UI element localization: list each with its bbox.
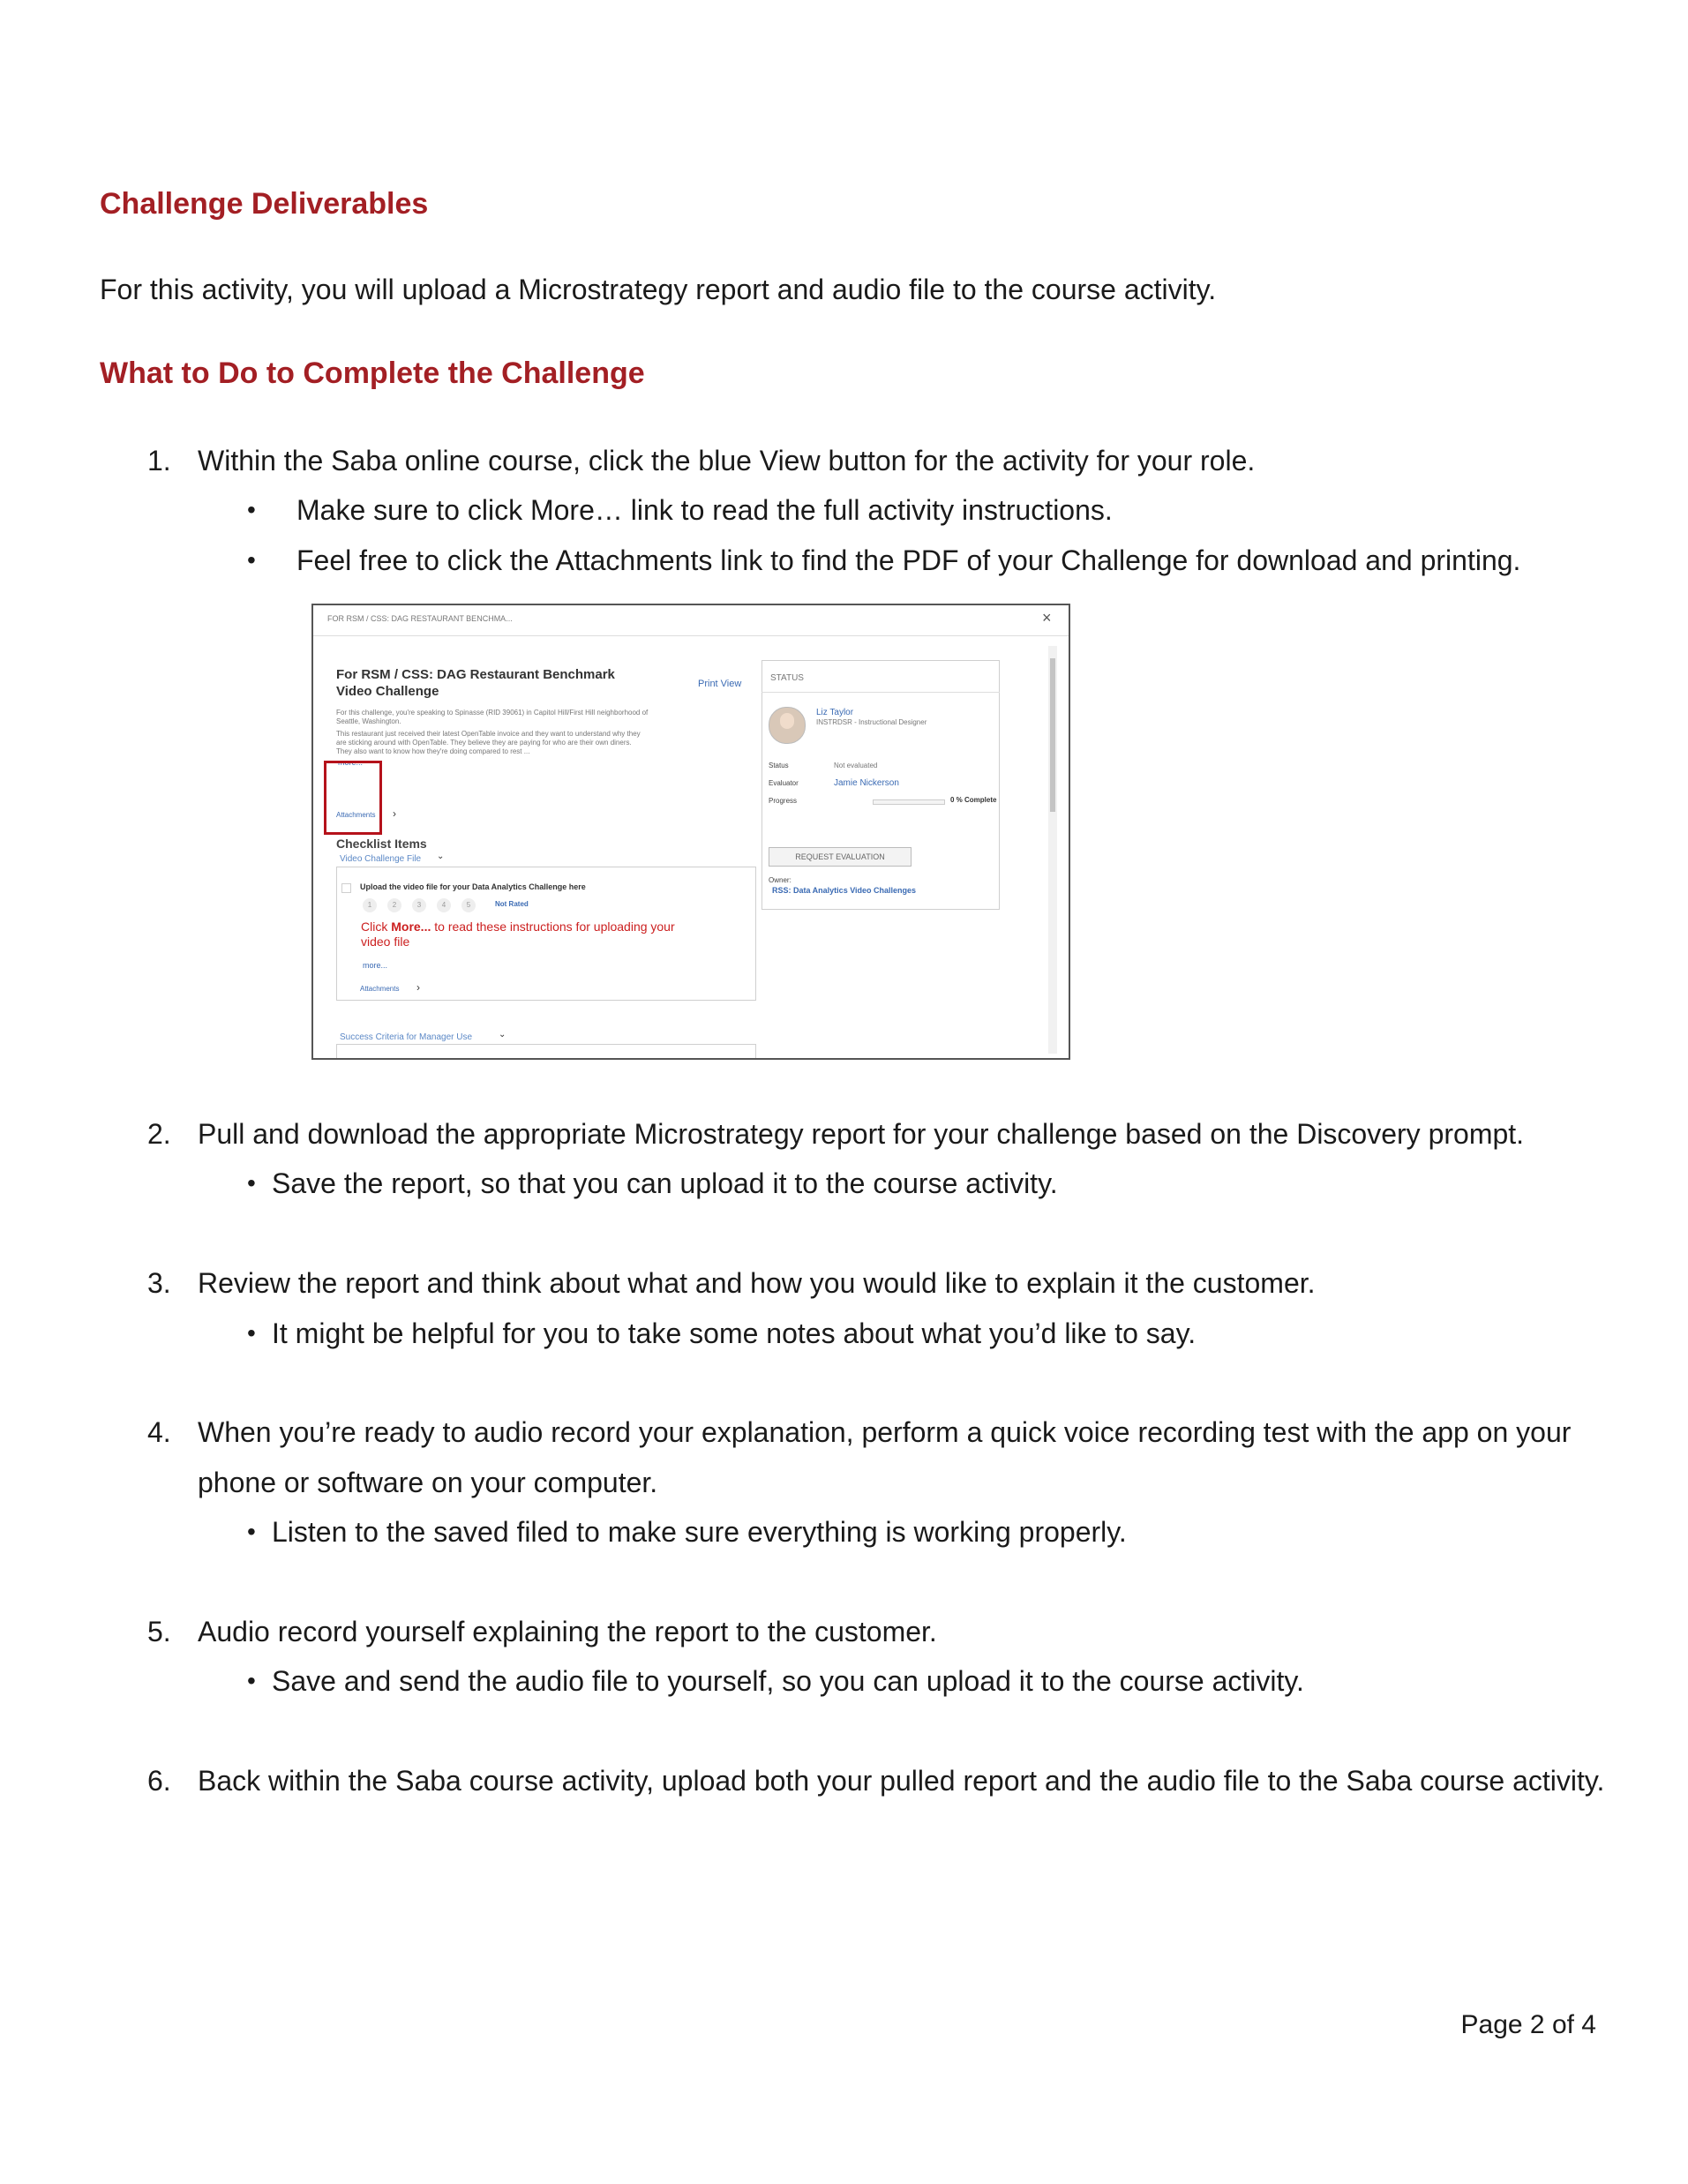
heading-what-to-do: What to Do to Complete the Challenge [100, 356, 645, 390]
instruction-click: Click [361, 919, 388, 934]
heading-challenge-deliverables: Challenge Deliverables [100, 187, 429, 221]
step-bullet: Save the report, so that you can upload it to the course activity. [272, 1167, 1058, 1199]
highlight-box [324, 761, 382, 835]
instruction-more: More... [391, 919, 431, 934]
step-text: Back within the Saba course activity, upload both your pulled report and the audio file to the Saba course activity. [198, 1765, 1605, 1797]
step-number: 2. [147, 1118, 171, 1150]
chevron-down-icon[interactable]: ⌄ [437, 852, 445, 861]
status-header: STATUS [770, 673, 804, 683]
evaluator-label: Evaluator [769, 779, 799, 787]
print-view-link[interactable]: Print View [698, 679, 742, 689]
step-bullet: Feel free to click the Attachments link to find the PDF of your Challenge for download and printing. [296, 544, 1521, 576]
chevron-right-icon: › [416, 981, 420, 994]
progress-value: 0 % Complete [950, 796, 997, 804]
description-line: For this challenge, you're speaking to Spinasse (RID 39061) in Capitol Hill/First Hill neighborhood of [336, 709, 649, 717]
step-bullet: It might be helpful for you to take some notes about what you’d like to say. [272, 1317, 1197, 1349]
rating-option[interactable]: 3 [412, 898, 426, 912]
rating-option[interactable]: 1 [363, 898, 377, 912]
rating-option[interactable]: 4 [437, 898, 451, 912]
description-line: Seattle, Washington. [336, 717, 401, 725]
chevron-down-icon[interactable]: ⌄ [499, 1030, 506, 1039]
step-text: Audio record yourself explaining the report to the customer. [198, 1616, 937, 1647]
chevron-right-icon: › [393, 807, 396, 820]
saba-activity-screenshot [311, 604, 1070, 1060]
owner-label: Owner: [769, 876, 791, 884]
status-value: Not evaluated [834, 762, 878, 769]
instruction-line2: video file [361, 934, 410, 949]
step-number: 5. [147, 1616, 171, 1647]
title-divider [313, 635, 1069, 636]
rating-option[interactable]: 2 [387, 898, 401, 912]
checkbox[interactable] [341, 883, 351, 893]
bullet-icon: • [247, 1169, 256, 1197]
success-criteria-section[interactable]: Success Criteria for Manager Use [340, 1032, 473, 1042]
step-bullet: Listen to the saved filed to make sure everything is working properly. [272, 1516, 1127, 1548]
more-link[interactable]: more... [338, 758, 364, 767]
description-line: are sticking around with OpenTable. They believe they are paying for who are their own diners. [336, 739, 632, 747]
user-name[interactable]: Liz Taylor [816, 708, 854, 717]
step-number: 3. [147, 1267, 171, 1299]
step-bullet: Make sure to click More… link to read the full activity instructions. [296, 494, 1113, 526]
request-evaluation-button[interactable]: REQUEST EVALUATION [769, 847, 912, 867]
criteria-card [336, 1044, 756, 1060]
intro-paragraph: For this activity, you will upload a Microstrategy report and audio file to the course activity. [100, 274, 1217, 305]
step-text: Within the Saba online course, click the blue View button for the activity for your role. [198, 445, 1256, 477]
window-title: FOR RSM / CSS: DAG RESTAURANT BENCHMA... [327, 614, 513, 623]
upload-label: Upload the video file for your Data Analytics Challenge here [360, 882, 586, 891]
more-link[interactable]: more... [363, 961, 388, 970]
status-divider [761, 692, 1000, 693]
close-icon[interactable]: × [1042, 609, 1052, 627]
step-text: Review the report and think about what and how you would like to explain it the customer. [198, 1267, 1316, 1299]
description-line: They also want to know how they're doing compared to rest ... [336, 747, 530, 755]
owner-value[interactable]: RSS: Data Analytics Video Challenges [772, 886, 917, 895]
checklist-title: Checklist Items [336, 837, 427, 851]
progress-bar [873, 799, 945, 805]
scrollbar[interactable] [1048, 646, 1057, 1054]
attachments-link[interactable]: Attachments [336, 811, 376, 819]
bullet-icon: • [247, 1518, 256, 1545]
avatar [769, 707, 806, 744]
evaluator-value[interactable]: Jamie Nickerson [834, 778, 899, 788]
step-number: 4. [147, 1416, 171, 1448]
activity-title-line1: For RSM / CSS: DAG Restaurant Benchmark [336, 667, 615, 682]
bullet-icon: • [247, 496, 256, 523]
instruction-rest: to read these instructions for uploading your [434, 919, 675, 934]
progress-label: Progress [769, 797, 798, 805]
not-rated-label: Not Rated [495, 900, 529, 908]
instruction-text [361, 919, 675, 934]
user-role: INSTRDSR - Instructional Designer [816, 718, 927, 726]
scrollbar-thumb[interactable] [1050, 658, 1055, 812]
step-number: 6. [147, 1765, 171, 1797]
step-bullet: Save and send the audio file to yourself, so you can upload it to the course activity. [272, 1665, 1304, 1697]
step-number: 1. [147, 445, 171, 477]
attachments-link[interactable]: Attachments [360, 985, 400, 993]
step-text: When you’re ready to audio record your explanation, perform a quick voice recording test with the app on your [198, 1416, 1572, 1448]
bullet-icon: • [247, 1667, 256, 1694]
activity-title-line2: Video Challenge [336, 684, 439, 699]
step-text-continued: phone or software on your computer. [198, 1467, 658, 1498]
bullet-icon: • [247, 546, 256, 574]
description-line: This restaurant just received their latest OpenTable invoice and they want to understand why they [336, 730, 641, 738]
bullet-icon: • [247, 1319, 256, 1347]
video-file-section[interactable]: Video Challenge File [340, 854, 422, 864]
rating-option[interactable]: 5 [461, 898, 476, 912]
page-number: Page 2 of 4 [1460, 2010, 1596, 2039]
step-text: Pull and download the appropriate Microstrategy report for your challenge based on the Discovery prompt. [198, 1118, 1525, 1150]
status-label: Status [769, 762, 789, 769]
